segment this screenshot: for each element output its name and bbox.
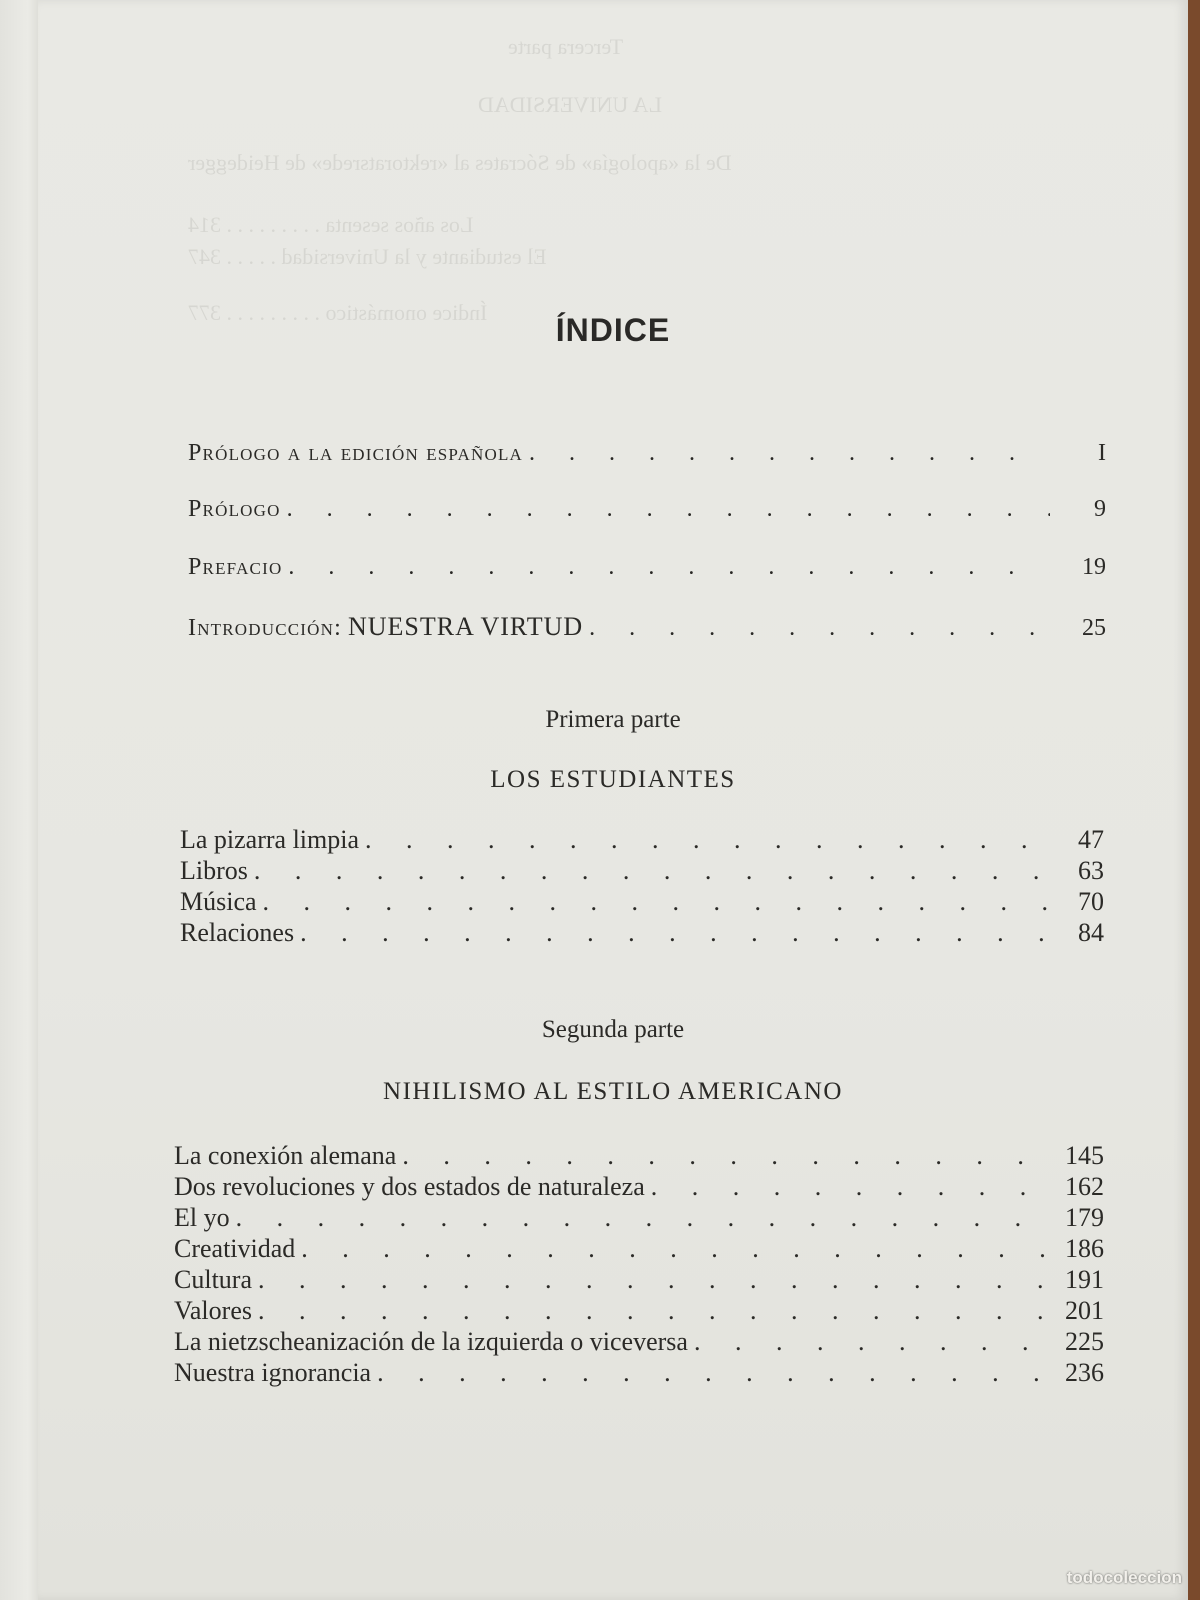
- toc-chapter-title: Libros: [180, 856, 248, 885]
- toc-chapter: [180, 824, 1104, 855]
- watermark-logo: todocoleccion: [1066, 1568, 1182, 1587]
- toc-chapter-page: 225: [1065, 1327, 1104, 1356]
- bleed-through-text: Tercera parte: [508, 34, 624, 59]
- toc-leader-dots: [402, 1140, 1048, 1171]
- toc-chapter: [174, 1202, 1104, 1233]
- part-label: Primera parte: [545, 706, 681, 733]
- toc-entry: [188, 554, 1106, 581]
- toc-leader-dots: [254, 855, 1048, 886]
- toc-leader-dots: [651, 1171, 1048, 1202]
- toc-leader-dots: [288, 554, 1050, 581]
- bleed-through-text: Los años sesenta . . . . . . . . . 314: [188, 212, 474, 237]
- toc-chapter: [180, 855, 1104, 886]
- bleed-through-text: De la «apología» de Sócrates al «rektoratsrede» de Heidegger: [188, 150, 732, 175]
- toc-chapter-page: 84: [1078, 918, 1104, 947]
- adjacent-page-edge: [0, 0, 40, 1600]
- toc-chapter: [174, 1357, 1104, 1388]
- toc-leader-dots: [258, 1295, 1048, 1326]
- toc-leader-dots: [529, 440, 1050, 467]
- toc-chapter-page: 236: [1065, 1358, 1104, 1387]
- bleed-through-text: El estudiante y la Universidad . . . . . 347: [188, 244, 547, 269]
- toc-chapter-title: Nuestra ignorancia: [174, 1358, 372, 1387]
- toc-chapter-page: 186: [1065, 1234, 1104, 1263]
- toc-chapter-title: Relaciones: [180, 918, 295, 947]
- toc-entry: [188, 612, 1106, 642]
- toc-chapter-page: 47: [1078, 825, 1104, 854]
- toc-entry-page: 19: [1082, 554, 1106, 580]
- toc-chapter-page: 191: [1065, 1265, 1104, 1294]
- toc-leader-dots: [287, 496, 1050, 523]
- toc-leader-dots: [263, 886, 1048, 917]
- toc-leader-dots: [258, 1264, 1048, 1295]
- index-title: ÍNDICE: [555, 312, 671, 348]
- bleed-through-text: LA UNIVERSIDAD: [478, 92, 662, 117]
- toc-chapter: [180, 917, 1104, 948]
- toc-entry-label: Prefacio: [188, 554, 283, 580]
- toc-leader-dots: [301, 1233, 1048, 1264]
- toc-chapter: [174, 1295, 1104, 1326]
- toc-chapter-title: Dos revoluciones y dos estados de naturaleza: [174, 1172, 645, 1201]
- toc-chapter: [174, 1171, 1104, 1202]
- toc-leader-dots: [589, 615, 1050, 642]
- toc-entry-label: Prólogo a la edición española: [188, 440, 524, 466]
- toc-leader-dots: [365, 824, 1048, 855]
- toc-chapter-page: 63: [1078, 856, 1104, 885]
- toc-chapter-title: Cultura: [174, 1265, 252, 1294]
- toc-chapter-title: Valores: [174, 1296, 252, 1325]
- toc-entry-label: [188, 612, 583, 642]
- toc-chapter-page: 179: [1065, 1203, 1104, 1232]
- toc-chapter-title: El yo: [174, 1203, 230, 1232]
- toc-chapter-title: Creatividad: [174, 1234, 296, 1263]
- toc-entry: [188, 496, 1106, 523]
- toc-chapter-page: 201: [1065, 1296, 1104, 1325]
- toc-chapter-title: La nietzscheanización de la izquierda o viceversa: [174, 1327, 688, 1356]
- toc-chapter-title: La pizarra limpia: [180, 825, 360, 854]
- toc-leader-dots: [236, 1202, 1048, 1233]
- toc-chapter-title: La conexión alemana: [174, 1141, 397, 1170]
- book-page: [38, 0, 1188, 1600]
- toc-leader-dots: [300, 917, 1048, 948]
- toc-chapter: [174, 1264, 1104, 1295]
- toc-chapter-page: 145: [1065, 1141, 1104, 1170]
- toc-entry: [188, 440, 1106, 467]
- bleed-through-text: Índice onomástico . . . . . . . . . 377: [188, 300, 488, 325]
- toc-leader-dots: [694, 1326, 1048, 1357]
- toc-chapter: [180, 886, 1104, 917]
- toc-entry-label: Prólogo: [188, 496, 281, 522]
- toc-entry-page: I: [1098, 440, 1106, 466]
- toc-entry-label-title: NUESTRA VIRTUD: [347, 612, 584, 641]
- toc-entry-page: 9: [1094, 496, 1106, 522]
- toc-chapter-title: Música: [180, 887, 257, 916]
- toc-chapter: [174, 1233, 1104, 1264]
- part-title: LOS ESTUDIANTES: [490, 766, 736, 793]
- toc-chapter: [174, 1140, 1104, 1171]
- part-label: Segunda parte: [541, 1016, 685, 1043]
- toc-entry-page: 25: [1082, 615, 1106, 641]
- toc-chapter-page: 70: [1078, 887, 1104, 916]
- toc-leader-dots: [377, 1357, 1048, 1388]
- part-title: NIHILISMO AL ESTILO AMERICANO: [383, 1078, 843, 1105]
- toc-chapter: [174, 1326, 1104, 1357]
- toc-chapter-page: 162: [1065, 1172, 1104, 1201]
- toc-entry-label-smallcaps: Introducción:: [188, 615, 342, 641]
